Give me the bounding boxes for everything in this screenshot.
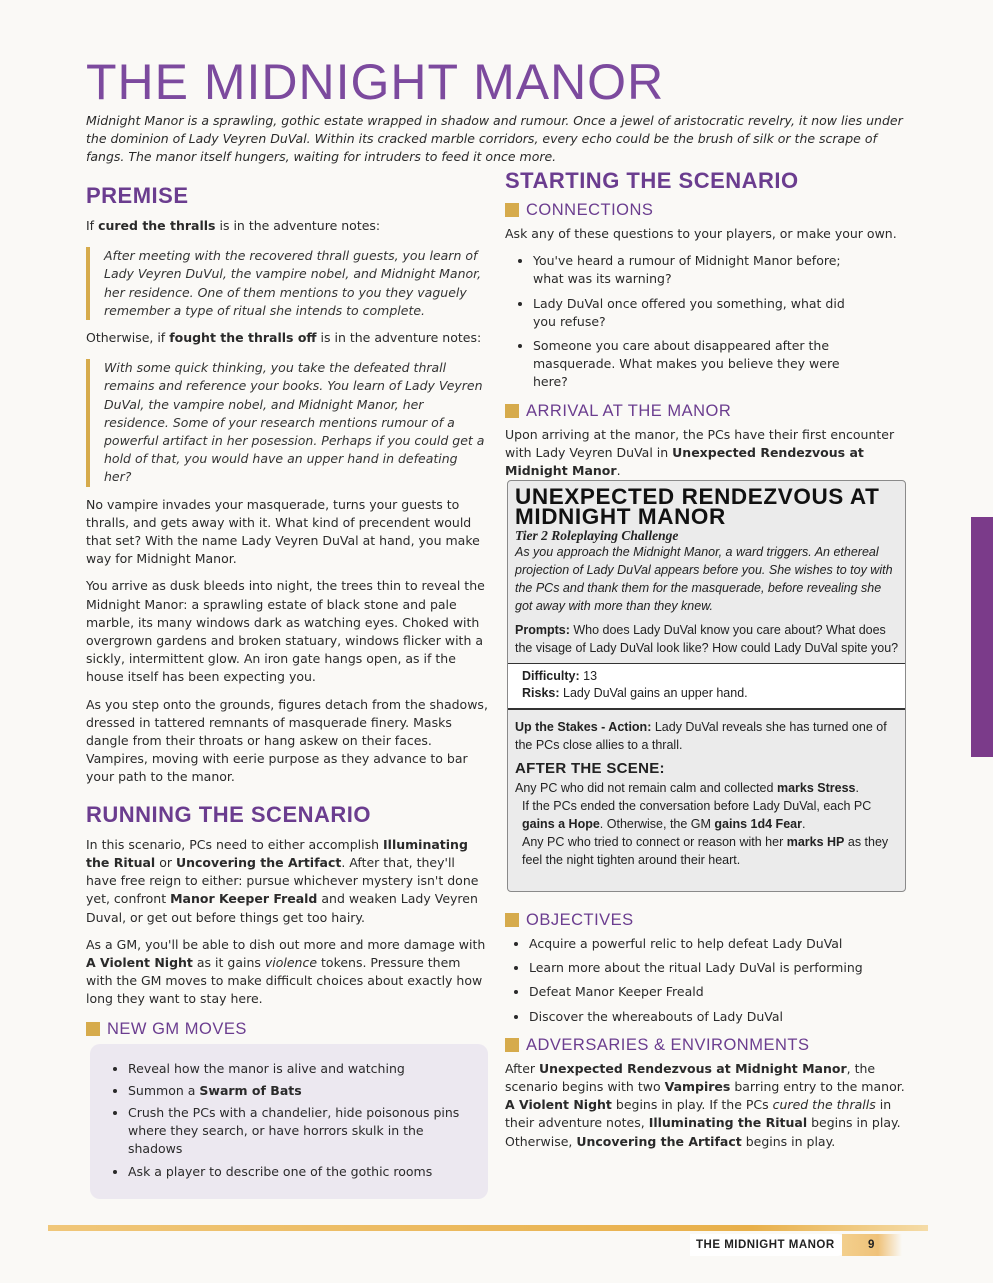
adversaries-heading: ADVERSARIES & ENVIRONMENTS xyxy=(505,1035,907,1055)
connections-intro: Ask any of these questions to your players, or make your own. xyxy=(505,226,897,241)
after-item: Any PC who did not remain calm and collected marks Stress. xyxy=(515,781,859,795)
square-bullet-icon xyxy=(505,404,519,418)
gm-moves-heading: NEW GM MOVES xyxy=(86,1019,488,1039)
right-column-lower xyxy=(505,910,907,1160)
objective-item: • Acquire a powerful relic to help defeat Lady DuVal xyxy=(529,935,907,953)
objective-item: • Learn more about the ritual Lady DuVal is performing xyxy=(529,959,907,977)
starting-heading: STARTING THE SCENARIO xyxy=(505,168,799,193)
connection-item: • Lady DuVal once offered you something, what did you refuse? xyxy=(533,295,871,331)
objective-item: • Defeat Manor Keeper Freald xyxy=(529,983,907,1001)
adversaries-text: After Unexpected Rendezvous at Midnight Manor, the scenario begins with two Vampires barring entry to the manor. A Violent Night begins in play. If the PCs cured the thralls in their adventure notes, Illuminating the Ritual begins in play. Otherwise, Uncovering the Artifact begins in play. xyxy=(505,1060,905,1149)
after-the-scene xyxy=(515,760,899,869)
gm-move-item: • Summon a Swarm of Bats xyxy=(128,1082,474,1100)
arrival-text: Upon arriving at the manor, the PCs have their first encounter with Lady Veyren DuVal in Unexpected Rendezvous at Midnight Manor. xyxy=(505,426,895,479)
premise-condition-1: If cured the thralls is in the adventure notes: xyxy=(86,218,381,233)
intro-text: Midnight Manor is a sprawling, gothic estate wrapped in shadow and rumour. Once a jewel of aristocratic revelry, it now lies under the dominion of Lady Veyren DuVal. Within its cracked marble corridors, every echo could be the brush of silk or the scrape of fangs. The manor itself hungers, waiting for intruders to feed it once more. xyxy=(86,113,903,165)
objectives-heading: OBJECTIVES xyxy=(505,910,907,930)
gm-move-item: • Reveal how the manor is alive and watching xyxy=(128,1060,474,1078)
premise-heading: PREMISE xyxy=(86,183,189,208)
footer-bar xyxy=(48,1225,928,1231)
gm-move-item: • Crush the PCs with a chandelier, hide poisonous pins where they search, or have horrors skulk in the shadows xyxy=(128,1104,474,1159)
arrival-heading: ARRIVAL AT THE MANOR xyxy=(505,401,907,421)
card-difficulty: Difficulty: 13 xyxy=(522,669,598,683)
connection-item: • Someone you care about disappeared after the masquerade. What makes you believe they were here? xyxy=(533,337,871,392)
premise-quote-1: After meeting with the recovered thrall guests, you learn of Lady Veyren DuVul, the vampire nobel, and Midnight Manor, her residence. One of them mentions to you they vaguely remember a type of ritual she intends to complete. xyxy=(86,247,488,320)
premise-quote-2: With some quick thinking, you take the defeated thrall remains and reference your books. You learn of Lady Veyren DuVal, the vampire nobel, and Midnight Manor, her residence. Some of your research mentions rumour of a powerful artifact in her posession. Perhaps if you could get a hold of that, you would have an upper hand in defeating her? xyxy=(86,359,488,486)
gm-move-item: • Ask a player to describe one of the gothic rooms xyxy=(128,1163,474,1181)
square-bullet-icon xyxy=(86,1022,100,1036)
premise-condition-2: Otherwise, if fought the thralls off is in the adventure notes: xyxy=(86,330,482,346)
premise-paragraph-1: No vampire invades your masquerade, turns your guests to thralls, and gets away with it. What kind of precendent would that set? With the name Lady Veyren DuVal at hand, you make way for Midnight Manor. xyxy=(86,496,480,567)
objectives-list xyxy=(505,935,907,1026)
running-heading: RUNNING THE SCENARIO xyxy=(86,801,372,827)
page-number: 9 xyxy=(842,1234,902,1256)
after-item: Any PC who tried to connect or reason with her marks HP as they feel the night tighten around their heart. xyxy=(522,835,889,867)
left-column xyxy=(86,182,488,1199)
card-prompts: Prompts: Who does Lady DuVal know you care about? What does the visage of Lady DuVal look like? How could Lady DuVal spite you? xyxy=(515,623,899,655)
footer-title: THE MIDNIGHT MANOR xyxy=(690,1234,848,1256)
card-tier: Tier 2 Roleplaying Challenge xyxy=(515,528,679,543)
card-stakes: Up the Stakes - Action: Lady DuVal reveals she has turned one of the PCs close allies to a thrall. xyxy=(515,720,887,752)
square-bullet-icon xyxy=(505,1038,519,1052)
square-bullet-icon xyxy=(505,203,519,217)
challenge-card xyxy=(507,480,906,892)
connections-list xyxy=(505,252,907,391)
after-heading: AFTER THE SCENE: xyxy=(515,760,665,777)
connection-item: • You've heard a rumour of Midnight Manor before; what was its warning? xyxy=(533,252,871,288)
card-title: UNEXPECTED RENDEZVOUS AT MIDNIGHT MANOR xyxy=(515,484,880,529)
premise-paragraph-3: As you step onto the grounds, figures detach from the shadows, dressed in tattered remnants of masquerade finery. Masks dangle from their throats or hang askew on their faces. Vampires, moving with eerie purpose as they advance to bar your path to the manor. xyxy=(86,696,488,785)
page-title: THE MIDNIGHT MANOR xyxy=(86,54,665,110)
after-item: If the PCs ended the conversation before Lady DuVal, each PC gains a Hope. Otherwise, the GM gains 1d4 Fear. xyxy=(522,799,872,831)
card-risks: Risks: Lady DuVal gains an upper hand. xyxy=(522,686,748,700)
premise-paragraph-2: You arrive as dusk bleeds into night, the trees thin to reveal the Midnight Manor: a sprawling estate of black stone and pale marble, its many windows dark as watching eyes. Choked with overgrown gardens and broken statuary, windows flicker with a sickly, intermittent glow. An iron gate hangs open, as if the house itself has been expecting you. xyxy=(86,578,485,685)
right-column xyxy=(505,167,907,489)
objective-item: • Discover the whereabouts of Lady DuVal xyxy=(529,1008,907,1026)
running-paragraph-1: In this scenario, PCs need to either accomplish Illuminating the Ritual or Uncovering the Artifact. After that, they'll have free reign to either: pursue whichever mystery isn't done yet, confront Manor Keeper Freald and weaken Lady Veyren Duval, or get out before things get too hairy. xyxy=(86,836,479,925)
card-description: As you approach the Midnight Manor, a ward triggers. An ethereal projection of Lady DuVal appears before you. She wishes to toy with the PCs and thank them for the masquerade, before revealing she got away with more than they knew. xyxy=(515,545,893,613)
card-stats xyxy=(508,663,905,710)
running-paragraph-2: As a GM, you'll be able to dish out more and more damage with A Violent Night as it gains violence tokens. Pressure them with the GM moves to make difficult choices about exactly how long they want to stay here. xyxy=(86,936,486,1007)
gm-moves-box xyxy=(90,1044,488,1199)
chapter-tab xyxy=(971,517,993,757)
connections-heading: CONNECTIONS xyxy=(505,200,907,220)
square-bullet-icon xyxy=(505,913,519,927)
